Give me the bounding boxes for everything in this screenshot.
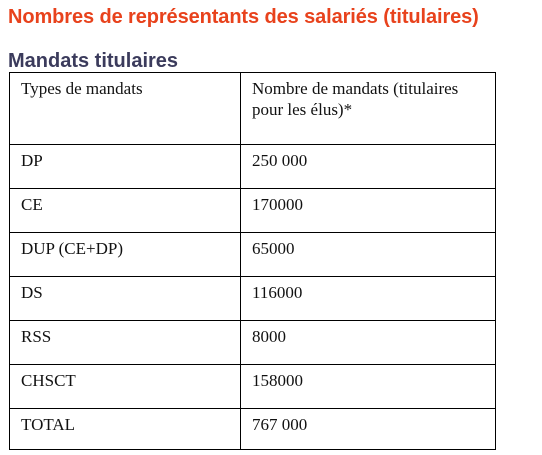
column-header-type: Types de mandats	[10, 73, 241, 145]
section-title: Mandats titulaires	[8, 50, 179, 72]
cell-count: 116000	[241, 277, 496, 321]
cell-type: TOTAL	[10, 409, 241, 450]
table-row	[10, 189, 496, 233]
table-row	[10, 233, 496, 277]
cell-type: CE	[10, 189, 241, 233]
table-row	[10, 365, 496, 409]
table-row	[10, 145, 496, 189]
cell-type: DUP (CE+DP)	[10, 233, 241, 277]
table-row	[10, 277, 496, 321]
cell-type: RSS	[10, 321, 241, 365]
cell-count: 158000	[241, 365, 496, 409]
mandates-table	[9, 72, 496, 450]
page-title: Nombres de représentants des salariés (titulaires)	[8, 6, 479, 28]
cell-count: 65000	[241, 233, 496, 277]
cell-type: CHSCT	[10, 365, 241, 409]
cell-count: 8000	[241, 321, 496, 365]
table-header-row	[10, 73, 496, 145]
table-row	[10, 321, 496, 365]
cropped-footnote-line	[0, 449, 542, 455]
cell-type: DP	[10, 145, 241, 189]
column-header-count: Nombre de mandats (titulaires pour les élus)*	[241, 73, 496, 145]
cell-type: DS	[10, 277, 241, 321]
cell-count: 170000	[241, 189, 496, 233]
cell-count: 250 000	[241, 145, 496, 189]
table-row-total	[10, 409, 496, 450]
cell-count: 767 000	[241, 409, 496, 450]
